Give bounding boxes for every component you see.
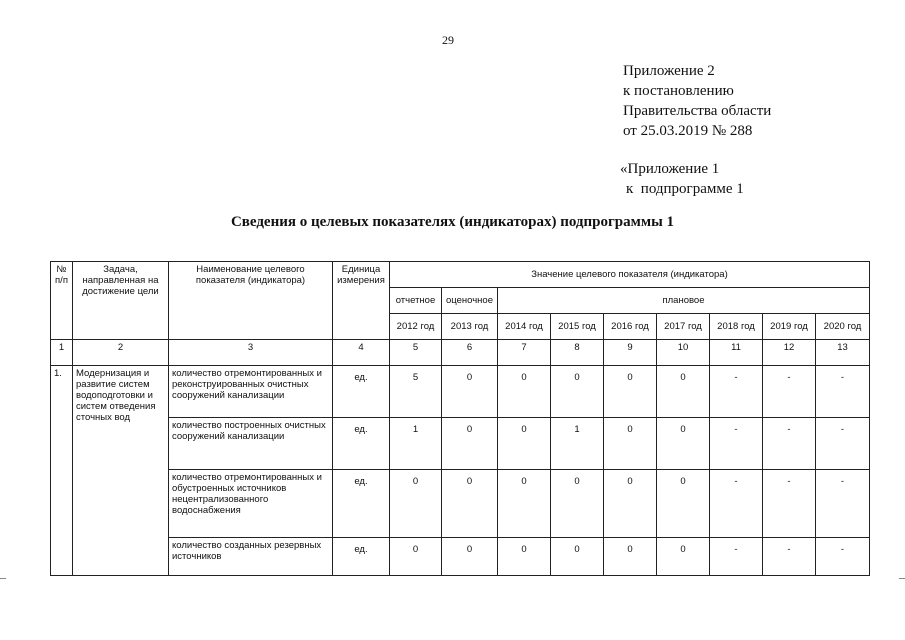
- scan-edge-mark: [0, 578, 6, 579]
- value-cell: -: [710, 418, 763, 470]
- column-numbers-row: [51, 340, 870, 366]
- table-row: [51, 366, 870, 418]
- value-cell: -: [816, 418, 870, 470]
- value-cell: -: [710, 366, 763, 418]
- value-cell: 0: [551, 366, 604, 418]
- value-cell: 0: [498, 470, 551, 538]
- value-cell: 0: [390, 538, 442, 576]
- header-year: 2020 год: [816, 314, 870, 340]
- header-estimated: оценочное: [442, 288, 498, 314]
- indicator-cell: количество отремонтированных и реконструированных очистных сооружений канализации: [169, 366, 333, 418]
- value-cell: -: [763, 470, 816, 538]
- header-values: Значение целевого показателя (индикатора): [390, 262, 870, 288]
- value-cell: 0: [498, 366, 551, 418]
- value-cell: 0: [604, 538, 657, 576]
- unit-cell: ед.: [333, 418, 390, 470]
- header-planned: плановое: [498, 288, 870, 314]
- value-cell: -: [816, 470, 870, 538]
- value-cell: 0: [657, 366, 710, 418]
- header-year: 2014 год: [498, 314, 551, 340]
- column-number: 4: [333, 340, 390, 366]
- header-reported: отчетное: [390, 288, 442, 314]
- value-cell: 5: [390, 366, 442, 418]
- value-cell: 0: [442, 470, 498, 538]
- value-cell: 0: [442, 538, 498, 576]
- table-row: [51, 418, 870, 470]
- appendix-line: Правительства области: [623, 103, 772, 119]
- header-num: № п/п: [51, 262, 73, 340]
- page-number: 29: [442, 33, 454, 47]
- value-cell: 0: [551, 470, 604, 538]
- appendix-line: Приложение 2: [623, 63, 715, 79]
- row-number: 1.: [51, 366, 73, 576]
- column-number: 3: [169, 340, 333, 366]
- column-number: 7: [498, 340, 551, 366]
- column-number: 8: [551, 340, 604, 366]
- value-cell: -: [710, 470, 763, 538]
- appendix-header: [623, 61, 771, 141]
- header-year: 2017 год: [657, 314, 710, 340]
- appendix-line: к постановлению: [623, 83, 734, 99]
- column-number: 2: [73, 340, 169, 366]
- value-cell: -: [710, 538, 763, 576]
- value-cell: 0: [604, 470, 657, 538]
- value-cell: -: [763, 538, 816, 576]
- header-year: 2013 год: [442, 314, 498, 340]
- value-cell: 0: [551, 538, 604, 576]
- value-cell: 0: [657, 470, 710, 538]
- value-cell: -: [763, 418, 816, 470]
- value-cell: 0: [657, 538, 710, 576]
- value-cell: 0: [604, 366, 657, 418]
- scan-edge-mark: [899, 578, 905, 579]
- value-cell: 0: [390, 470, 442, 538]
- indicator-cell: количество отремонтированных и обустроенных источников нецентрализованного водоснабжения: [169, 470, 333, 538]
- value-cell: -: [816, 366, 870, 418]
- value-cell: 0: [442, 418, 498, 470]
- header-year: 2016 год: [604, 314, 657, 340]
- column-number: 1: [51, 340, 73, 366]
- value-cell: 0: [498, 418, 551, 470]
- column-number: 13: [816, 340, 870, 366]
- value-cell: 1: [390, 418, 442, 470]
- indicator-cell: количество созданных резервных источников: [169, 538, 333, 576]
- value-cell: 0: [657, 418, 710, 470]
- column-number: 9: [604, 340, 657, 366]
- value-cell: 1: [551, 418, 604, 470]
- value-cell: 0: [498, 538, 551, 576]
- header-indicator: Наименование целевого показателя (индикатора): [169, 262, 333, 340]
- header-year: 2012 год: [390, 314, 442, 340]
- value-cell: -: [816, 538, 870, 576]
- appendix-line: от 25.03.2019 № 288: [623, 123, 753, 139]
- header-year: 2019 год: [763, 314, 816, 340]
- table-row: [51, 470, 870, 538]
- appendix-line: к подпрограмме 1: [626, 181, 744, 197]
- indicators-table: [50, 261, 870, 576]
- column-number: 6: [442, 340, 498, 366]
- column-number: 12: [763, 340, 816, 366]
- table-row: [51, 538, 870, 576]
- document-title: Сведения о целевых показателях (индикаторах) подпрограммы 1: [230, 214, 675, 230]
- task-cell: Модернизация и развитие систем водоподготовки и систем отведения сточных вод: [73, 366, 169, 576]
- unit-cell: ед.: [333, 366, 390, 418]
- column-number: 11: [710, 340, 763, 366]
- value-cell: 0: [442, 366, 498, 418]
- header-year: 2018 год: [710, 314, 763, 340]
- header-unit: Единица измерения: [333, 262, 390, 340]
- unit-cell: ед.: [333, 538, 390, 576]
- column-number: 10: [657, 340, 710, 366]
- indicator-cell: количество построенных очистных сооружений канализации: [169, 418, 333, 470]
- appendix-line: «Приложение 1: [620, 161, 720, 177]
- header-year: 2015 год: [551, 314, 604, 340]
- header-task: Задача, направленная на достижение цели: [73, 262, 169, 340]
- column-number: 5: [390, 340, 442, 366]
- inner-appendix-header: [620, 159, 744, 199]
- value-cell: -: [763, 366, 816, 418]
- unit-cell: ед.: [333, 470, 390, 538]
- value-cell: 0: [604, 418, 657, 470]
